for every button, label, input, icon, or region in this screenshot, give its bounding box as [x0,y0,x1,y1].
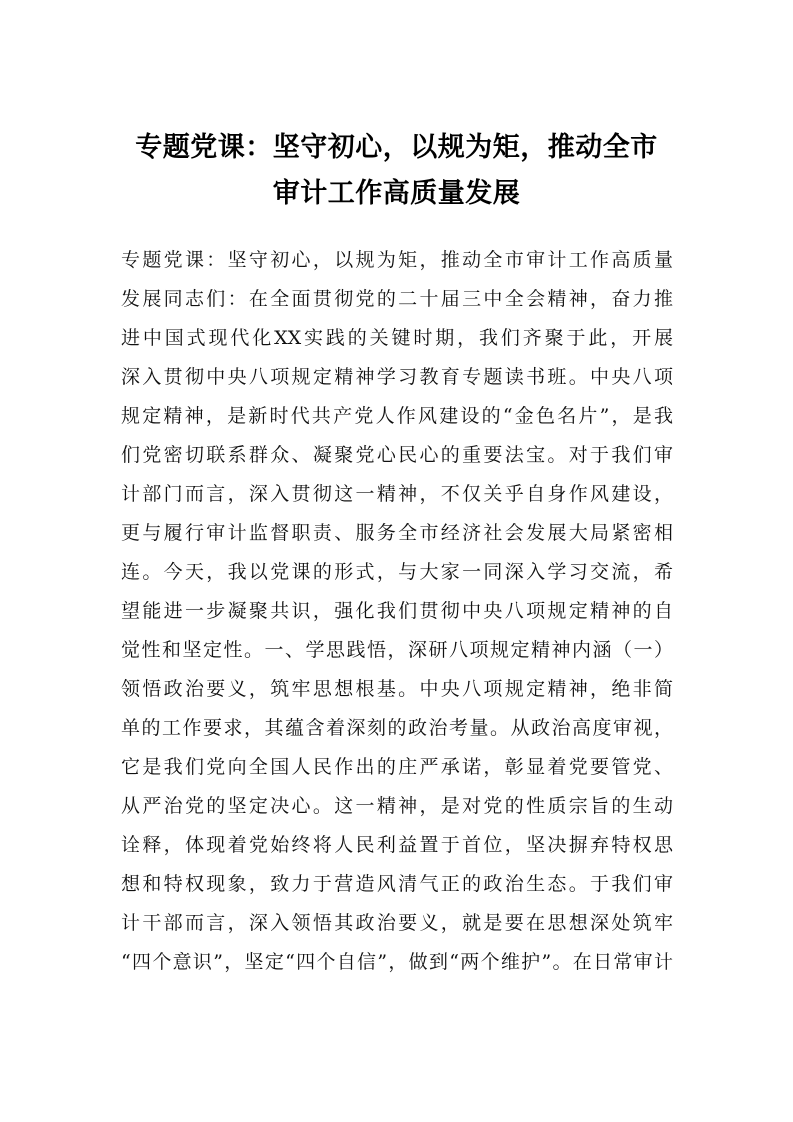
body-line: 单的工作要求，其蕴含着深刻的政治考量。从政治高度审视， [121,717,673,739]
body-line: 发展同志们：在全面贯彻党的二十届三中全会精神，奋力推 [121,288,673,310]
body-line: 规定精神，是新时代共产党人作风建设的“金色名片”，是我 [121,405,673,427]
body-line: 从严治党的坚定决心。这一精神，是对党的性质宗旨的生动 [121,795,673,817]
document-title-line-2: 审计工作高质量发展 [272,178,521,209]
body-line: 诠释，体现着党始终将人民利益置于首位，坚决摒弃特权思 [121,834,673,856]
body-line: “四个意识”，坚定“四个自信”，做到“两个维护”。在日常审计 [121,951,673,973]
body-line: 想和特权现象，致力于营造风清气正的政治生态。于我们审 [121,873,673,895]
body-line: 更与履行审计监督职责、服务全市经济社会发展大局紧密相 [121,522,673,544]
document-title-line-1: 专题党课：坚守初心，以规为矩，推动全市 [135,132,658,163]
body-line: 它是我们党向全国人民作出的庄严承诺，彰显着党要管党、 [121,756,673,778]
body-line: 领悟政治要义，筑牢思想根基。中央八项规定精神，绝非简 [121,678,673,700]
body-line: 们党密切联系群众、凝聚党心民心的重要法宝。对于我们审 [121,444,673,466]
body-line: 望能进一步凝聚共识，强化我们贯彻中央八项规定精神的自 [121,600,673,622]
body-line: 连。今天，我以党课的形式，与大家一同深入学习交流，希 [121,561,673,583]
body-line: 觉性和坚定性。一、学思践悟，深研八项规定精神内涵（一） [121,639,673,661]
body-line: 专题党课：坚守初心，以规为矩，推动全市审计工作高质量 [121,249,673,271]
body-line: 进中国式现代化XX实践的关键时期，我们齐聚于此，开展 [121,327,673,349]
body-line: 深入贯彻中央八项规定精神学习教育专题读书班。中央八项 [121,366,673,388]
body-line: 计部门而言，深入贯彻这一精神，不仅关乎自身作风建设， [121,483,673,505]
body-line: 计干部而言，深入领悟其政治要义，就是要在思想深处筑牢 [121,912,673,934]
